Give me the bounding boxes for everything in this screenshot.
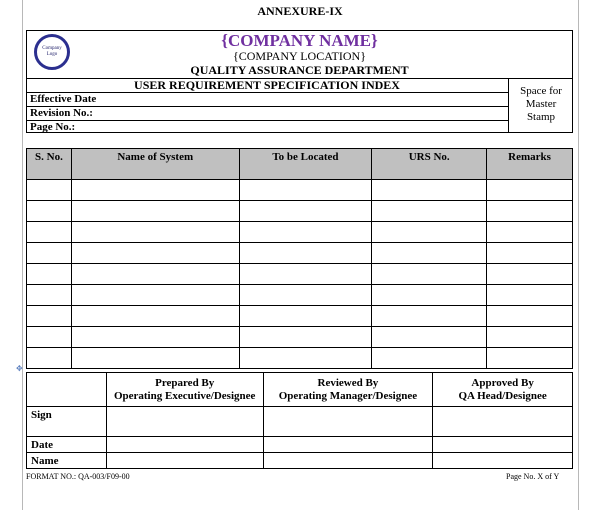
divider bbox=[26, 120, 508, 121]
table-move-handle-icon[interactable]: ✥ bbox=[16, 364, 23, 373]
table-cell bbox=[71, 285, 239, 306]
table-cell bbox=[27, 348, 72, 369]
table-cell bbox=[487, 180, 573, 201]
table-row bbox=[27, 222, 573, 243]
index-title: USER REQUIREMENT SPECIFICATION INDEX bbox=[134, 78, 400, 92]
logo-line: Logo bbox=[46, 52, 58, 57]
approval-header-row bbox=[27, 373, 573, 407]
table-row bbox=[27, 285, 573, 306]
date-label: Date bbox=[27, 437, 107, 453]
table-cell bbox=[27, 201, 72, 222]
col-urs-no: URS No. bbox=[372, 149, 487, 180]
table-cell bbox=[487, 348, 573, 369]
logo-line: Company bbox=[42, 46, 62, 51]
col-to-be-located: To be Located bbox=[239, 149, 372, 180]
table-cell bbox=[487, 306, 573, 327]
table-cell bbox=[372, 327, 487, 348]
table-cell bbox=[487, 327, 573, 348]
department-name: QUALITY ASSURANCE DEPARTMENT bbox=[190, 63, 409, 77]
divider bbox=[26, 106, 508, 107]
table-cell bbox=[487, 243, 573, 264]
prepared-by-header bbox=[106, 373, 263, 407]
approved-by-title: Approved By bbox=[471, 376, 534, 389]
reviewed-by-title: Reviewed By bbox=[317, 376, 379, 389]
approved-name-cell bbox=[433, 453, 573, 469]
table-cell bbox=[372, 243, 487, 264]
approved-by-role: QA Head/Designee bbox=[458, 389, 547, 402]
company-location: {COMPANY LOCATION} bbox=[233, 49, 366, 63]
table-cell bbox=[239, 243, 372, 264]
table-cell bbox=[71, 264, 239, 285]
reviewed-date-cell bbox=[263, 437, 433, 453]
table-cell bbox=[487, 264, 573, 285]
format-number: FORMAT NO.: QA-003/F09-00 bbox=[26, 472, 130, 481]
col-name-of-system: Name of System bbox=[71, 149, 239, 180]
table-cell bbox=[239, 285, 372, 306]
page-margin-right bbox=[578, 0, 579, 510]
table-cell bbox=[372, 264, 487, 285]
table-cell bbox=[239, 348, 372, 369]
reviewed-by-role: Operating Manager/Designee bbox=[278, 389, 418, 402]
table-cell bbox=[71, 327, 239, 348]
reviewed-sign-cell bbox=[263, 407, 433, 437]
prepared-date-cell bbox=[106, 437, 263, 453]
table-row bbox=[27, 306, 573, 327]
table-cell bbox=[239, 180, 372, 201]
page-margin-left bbox=[22, 0, 23, 510]
table-cell bbox=[27, 180, 72, 201]
company-name: {COMPANY NAME} bbox=[221, 31, 378, 50]
col-remarks: Remarks bbox=[487, 149, 573, 180]
stamp-line: Space for bbox=[520, 85, 562, 97]
table-row bbox=[27, 348, 573, 369]
table-cell bbox=[372, 201, 487, 222]
approved-by-header bbox=[433, 373, 573, 407]
table-cell bbox=[27, 222, 72, 243]
table-row bbox=[27, 264, 573, 285]
table-cell bbox=[372, 285, 487, 306]
table-cell bbox=[239, 306, 372, 327]
master-stamp-space bbox=[509, 85, 573, 124]
reviewed-name-cell bbox=[263, 453, 433, 469]
table-cell bbox=[487, 285, 573, 306]
reviewed-by-header bbox=[263, 373, 433, 407]
stamp-line: Stamp bbox=[526, 111, 556, 123]
table-cell bbox=[239, 327, 372, 348]
sign-row bbox=[27, 407, 573, 437]
revision-no-label: Revision No.: bbox=[30, 107, 93, 119]
prepared-by-title: Prepared By bbox=[155, 376, 215, 389]
annexure-title: ANNEXURE-IX bbox=[257, 4, 343, 18]
page-number: Page No. X of Y bbox=[506, 472, 560, 481]
prepared-by-role: Operating Executive/Designee bbox=[113, 389, 256, 402]
approved-sign-cell bbox=[433, 407, 573, 437]
table-row bbox=[27, 201, 573, 222]
blank-cell bbox=[27, 373, 107, 407]
table-cell bbox=[27, 327, 72, 348]
date-row bbox=[27, 437, 573, 453]
effective-date-label: Effective Date bbox=[30, 93, 97, 105]
table-cell bbox=[487, 222, 573, 243]
table-cell bbox=[71, 222, 239, 243]
name-label: Name bbox=[27, 453, 107, 469]
table-cell bbox=[71, 348, 239, 369]
approved-date-cell bbox=[433, 437, 573, 453]
table-cell bbox=[71, 180, 239, 201]
table-cell bbox=[71, 306, 239, 327]
table-cell bbox=[239, 222, 372, 243]
table-cell bbox=[372, 348, 487, 369]
table-header-row bbox=[27, 149, 573, 180]
urs-index-table bbox=[26, 148, 573, 369]
divider bbox=[26, 92, 508, 93]
table-row bbox=[27, 243, 573, 264]
table-cell bbox=[27, 306, 72, 327]
approval-table bbox=[26, 372, 573, 469]
sign-label: Sign bbox=[27, 407, 107, 437]
table-row bbox=[27, 180, 573, 201]
table-cell bbox=[372, 222, 487, 243]
stamp-line: Master bbox=[525, 98, 557, 110]
table-cell bbox=[239, 264, 372, 285]
table-cell bbox=[71, 243, 239, 264]
prepared-sign-cell bbox=[106, 407, 263, 437]
table-cell bbox=[27, 243, 72, 264]
table-cell bbox=[372, 180, 487, 201]
name-row bbox=[27, 453, 573, 469]
col-s-no: S. No. bbox=[27, 149, 72, 180]
table-cell bbox=[487, 201, 573, 222]
table-cell bbox=[27, 285, 72, 306]
table-cell bbox=[27, 264, 72, 285]
table-cell bbox=[372, 306, 487, 327]
table-cell bbox=[71, 201, 239, 222]
table-row bbox=[27, 327, 573, 348]
page-no-label: Page No.: bbox=[30, 121, 76, 133]
prepared-name-cell bbox=[106, 453, 263, 469]
table-cell bbox=[239, 201, 372, 222]
